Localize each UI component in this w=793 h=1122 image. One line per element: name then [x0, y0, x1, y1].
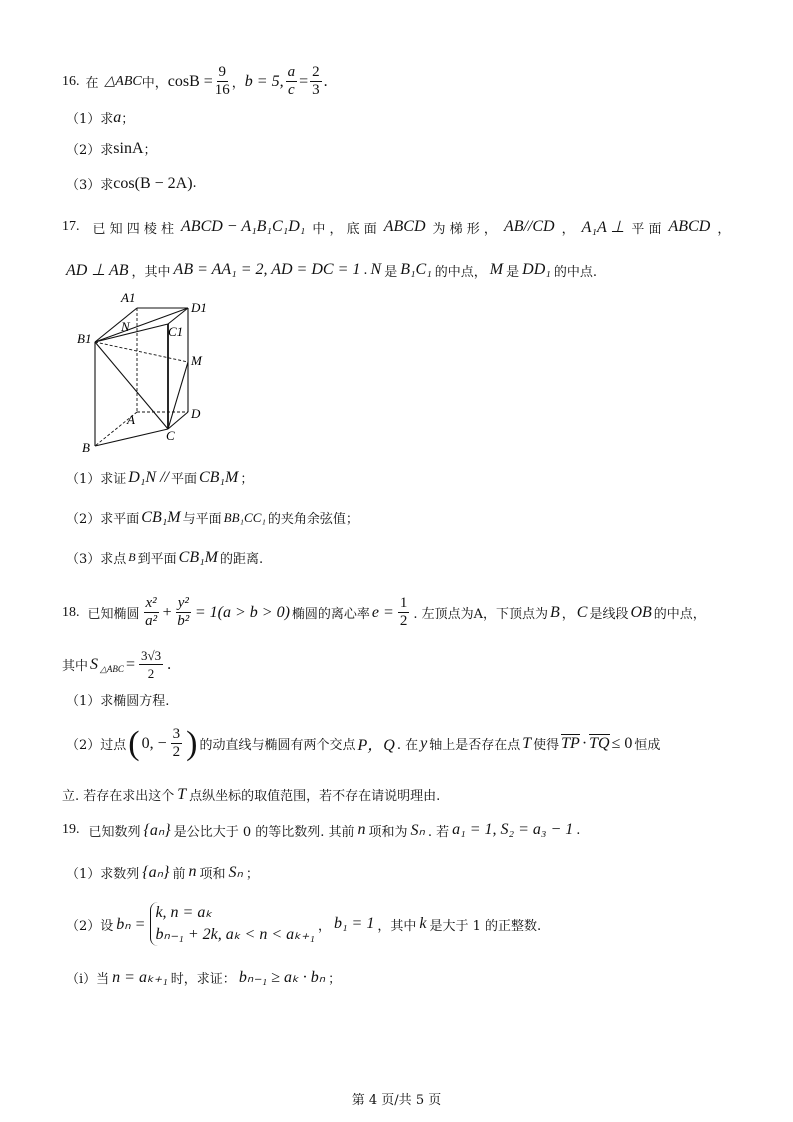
math: AB = AA₁ = 2, AD = DC = 1: [173, 261, 361, 278]
fraction: [139, 647, 163, 682]
text: 是: [506, 264, 520, 280]
text: （2）求平面: [66, 512, 140, 527]
question-number: 18.: [62, 604, 80, 620]
math: △ABC: [104, 74, 142, 89]
text: 已 知 四 棱 柱: [92, 221, 175, 237]
text: 时，求证：: [170, 971, 236, 987]
text: （3）求: [66, 178, 114, 193]
math: ABCD − A₁B₁C₁D₁: [181, 218, 306, 235]
numerator: 3: [172, 726, 181, 742]
math: b = 5,: [244, 72, 284, 90]
math: N: [370, 261, 382, 278]
math: CB₁M: [178, 548, 218, 566]
math: +: [162, 603, 172, 621]
text: ；: [143, 143, 157, 158]
math: CB₁M: [198, 468, 239, 486]
text: ；: [245, 866, 259, 882]
math: ABCD: [383, 218, 426, 235]
q18-part2: [66, 726, 660, 761]
label-B: B: [82, 440, 90, 455]
math: S: [90, 655, 99, 673]
text: 是公比大于 0 的等比数列. 其前: [173, 824, 355, 840]
text: （1）求证: [66, 472, 127, 487]
text: ；: [121, 112, 135, 127]
fraction: [176, 595, 191, 630]
text: ，: [561, 221, 575, 237]
math: a: [113, 108, 122, 126]
case-2: bₙ₋₁ + 2k, aₖ < n < aₖ₊₁: [155, 926, 315, 943]
text: 其中: [62, 659, 89, 674]
label-A: A: [127, 412, 135, 427]
right-paren: ): [186, 724, 198, 762]
label-D: D: [191, 406, 201, 421]
math: n: [188, 863, 197, 880]
math: y: [420, 734, 428, 752]
text: （1）求数列: [66, 866, 140, 882]
label-C1: C1: [168, 324, 184, 339]
math: = 1(a > b > 0): [194, 603, 290, 621]
q17-part2: [66, 508, 359, 527]
denominator: 2: [399, 613, 408, 629]
text: . 若: [427, 824, 450, 840]
q18-part1: [66, 690, 169, 709]
text: 是: [384, 264, 398, 280]
question-number: 16.: [62, 73, 80, 89]
text: 项和: [199, 866, 226, 882]
math: AB//CD: [503, 218, 555, 235]
text: 点纵坐标的取值范围，若不存在请说明理由.: [189, 789, 441, 804]
numerator: x²: [145, 595, 157, 611]
text: ，其中: [377, 918, 417, 934]
math: OB: [630, 603, 652, 621]
label-B1: B1: [77, 331, 92, 346]
text: . 左顶点为A，下顶点为: [413, 607, 548, 622]
text: 中 ， 底 面: [312, 221, 377, 237]
piecewise-definition: [150, 902, 315, 946]
text: 中，: [141, 76, 168, 91]
math: P，Q: [357, 737, 395, 754]
label-N: N: [121, 319, 130, 334]
math: AD ⊥ AB: [66, 262, 129, 279]
text: .: [363, 262, 368, 278]
text: 平面: [170, 472, 197, 487]
math: k: [419, 915, 427, 932]
denominator: 16: [214, 82, 230, 98]
page-footer: 第 4 页/共 5 页: [351, 1093, 442, 1108]
text: 的中点，: [434, 264, 487, 280]
math: cosB =: [167, 72, 213, 90]
q19-part2: [66, 902, 541, 946]
question-number: 19.: [62, 822, 80, 837]
math: n: [357, 821, 366, 838]
math: bₙ₋₁ ≥ aₖ · bₙ: [238, 969, 326, 986]
denominator: 2: [147, 666, 155, 681]
math: n = aₖ₊₁: [112, 969, 168, 986]
text: 是线段: [589, 607, 629, 622]
numerator: 3√3: [140, 648, 162, 663]
label-D1: D1: [191, 300, 207, 315]
text: ，: [231, 76, 245, 91]
math: cos(B − 2A): [113, 174, 193, 192]
numerator: a: [287, 64, 296, 80]
math: ·: [581, 734, 588, 752]
text: 的夹角余弦值；: [267, 512, 359, 527]
math: Sₙ: [410, 822, 425, 839]
text: （2）求: [66, 143, 114, 158]
text: 轴上是否存在点: [429, 738, 521, 753]
math: BB₁CC₁: [223, 509, 266, 525]
text: ；: [328, 971, 342, 987]
q19-part-i: [66, 967, 341, 987]
math: bₙ =: [116, 916, 146, 933]
text: 平 面: [631, 221, 662, 237]
denominator: 2: [172, 744, 181, 760]
q19-stem: [62, 820, 580, 840]
math: M: [489, 261, 504, 278]
text: （2）设: [66, 918, 114, 934]
q18-stem: [62, 595, 706, 630]
text: （2）过点: [66, 738, 127, 753]
label-A1: A1: [121, 290, 136, 305]
math: C: [576, 603, 588, 621]
vector-TP: TP: [561, 735, 580, 752]
q18-area: [62, 647, 171, 682]
fraction: [398, 595, 410, 630]
math: b₁ = 1: [333, 915, 375, 932]
text: . 在: [396, 738, 419, 753]
math: Sₙ: [228, 864, 243, 881]
numerator: 1: [399, 595, 408, 611]
q17-part3: [66, 548, 263, 567]
q17-part1: [66, 468, 253, 487]
math: DD₁: [522, 261, 551, 278]
vector-TQ: TQ: [589, 735, 610, 752]
text: 与平面: [182, 512, 222, 527]
text: 的距离.: [219, 552, 264, 567]
text: ，: [561, 607, 575, 622]
numerator: y²: [177, 595, 189, 611]
math: {aₙ}: [142, 864, 170, 881]
left-paren: (: [128, 724, 140, 762]
text: （i）当: [66, 971, 110, 987]
text: 已知数列: [88, 824, 141, 840]
label-C: C: [166, 428, 175, 443]
text: 到平面: [137, 552, 177, 567]
math: .: [323, 72, 328, 90]
text: ；: [240, 472, 254, 487]
text: 椭圆的离心率: [291, 607, 370, 622]
denominator: 3: [312, 82, 320, 98]
math: B₁C₁: [400, 261, 432, 278]
math: △ABC: [100, 664, 124, 674]
text: 项和为: [368, 824, 408, 840]
text: 在: [85, 76, 99, 91]
text: 的中点，: [653, 607, 706, 622]
text: ，: [717, 221, 731, 237]
fraction: [171, 726, 183, 761]
math: CB₁M: [141, 508, 181, 526]
fraction: [144, 595, 159, 630]
text: 恒成: [634, 738, 661, 753]
math: sinA: [113, 139, 144, 157]
text: .: [192, 176, 197, 191]
denominator: c: [288, 82, 295, 98]
math: ≤ 0: [611, 734, 633, 752]
math: T: [522, 734, 532, 752]
math: B: [128, 550, 136, 564]
text: 是大于 1 的正整数.: [429, 918, 542, 934]
math: 0, −: [141, 734, 167, 752]
math: a₁ = 1, S₂ = a₃ − 1: [452, 821, 574, 838]
text: 立. 若存在求出这个: [62, 789, 175, 804]
text: 使得: [533, 738, 560, 753]
math: ABCD: [668, 218, 711, 235]
numerator: 9: [218, 64, 227, 80]
denominator: a²: [145, 613, 158, 629]
text: .: [576, 822, 581, 838]
math: {aₙ}: [143, 822, 171, 839]
math: e =: [371, 603, 394, 621]
math: .: [167, 655, 172, 673]
question-number: 17.: [62, 219, 80, 234]
text: 已知椭圆: [87, 607, 140, 622]
text: （1）求椭圆方程.: [66, 694, 170, 709]
label-M: M: [191, 353, 202, 368]
text: 的中点.: [553, 264, 597, 280]
text: ，其中: [131, 264, 171, 280]
q19-part1: [66, 862, 259, 882]
text: 前: [172, 866, 186, 882]
denominator: b²: [177, 613, 190, 629]
q18-part2-cont: [62, 785, 440, 804]
math: T: [177, 785, 187, 803]
math: =: [125, 655, 135, 673]
math: D₁N //: [128, 468, 169, 486]
math: =: [299, 72, 309, 90]
text: 为 梯 形 ，: [432, 221, 497, 237]
text: （3）求点: [66, 552, 127, 567]
math: B: [549, 603, 560, 621]
numerator: 2: [312, 64, 320, 80]
math: A₁A ⊥: [581, 219, 625, 236]
text: （1）求: [66, 112, 114, 127]
text: ，: [317, 918, 331, 934]
case-1: k, n = aₖ: [155, 904, 213, 921]
text: 的动直线与椭圆有两个交点: [199, 738, 356, 753]
